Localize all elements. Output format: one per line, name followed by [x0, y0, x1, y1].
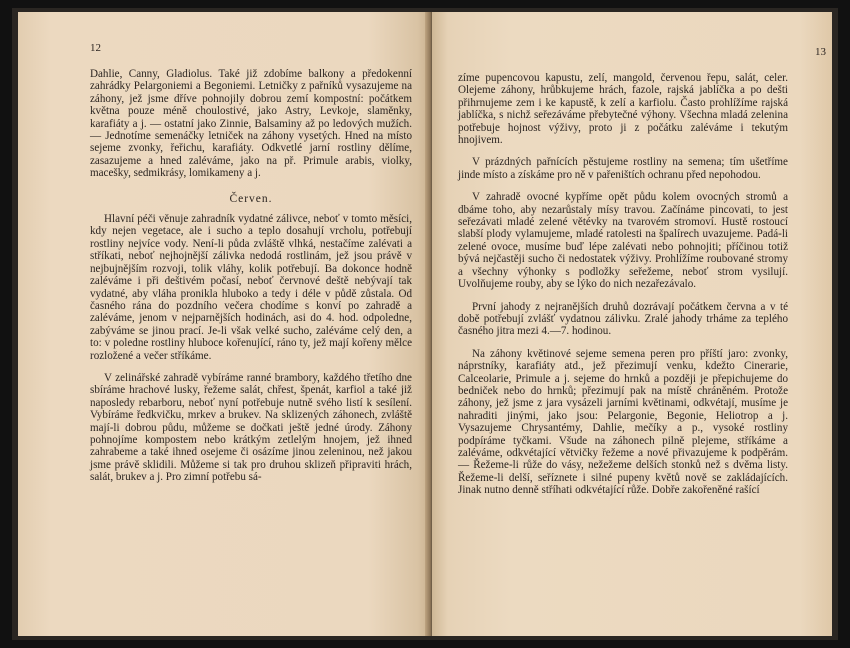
right-page [432, 12, 832, 636]
right-page-text [458, 72, 788, 497]
left-page [18, 12, 430, 636]
paragraph: První jahody z nejranějších druhů dozrávají počátkem června a v té době potřebují zvlášť vydatnou zálivku. Zralé jahody trháme za teplého časného jitra mezi 4.—7. hodinou. [458, 300, 788, 338]
left-page-text [90, 68, 412, 484]
page-number-left: 12 [90, 42, 101, 54]
page-number-right: 13 [815, 46, 826, 58]
paragraph: V prázdných pařnících pěstujeme rostliny na semena; tím ušetříme jinde místo a získáme pro ně v pařeništích ochranu před nepohodou. [458, 156, 788, 181]
paragraph: V zahradě ovocné kypříme opět půdu kolem ovocných stromů a dbáme toho, aby nezarůstaly mísy travou. Začínáme pincovati, to jest seřezávati mladé zelené větévky na tvarovém stromoví. Hustě rostoucí slabší plody vylamujeme, mladé ratolesti na špalírech uvazujeme. Padá-li zelené ovoce, musíme buď lépe zalévati nebo pohnojiti; příčinou totiž bývá nejčastěji sucho či nedostatek výživy. Prohlížíme roubované stromy a všechny výhonky s podložky seřežeme, neboť strom vysilují. Uvolňujeme rouby, aby se lýko do nich nezařezávalo. [458, 191, 788, 291]
paragraph: Na záhony květinové sejeme semena peren pro příští jaro: zvonky, náprstníky, karafiáty atd., jež přezimují venku, kdežto Cinerarie, Calceolarie, Primule a j. sejeme do hrnků a později je přepichujeme do bedniček nebo do hrnků; přezimují pak na místě chráněném. Protože záhony, jež jsme z jara vysázeli jarními květinami, odkvétají, musíme je nahraditi jinými, jako jsou: Pelargonie, Begonie, Heliotrop a j. Vysazujeme Chrysantémy, Dahlie, mečíky a p., vysoké rostliny podpíráme tyčkami. Všude na záhonech pilně plejeme, stříkáme a zaléváme, odkvétající větvičky řežeme a nové přivazujeme k podpěrám. — Řežeme-li růže do vásy, nežežeme delších stonků než s dvěma listy. Řežeme-li delší, seříznete i silné pupeny květů nově se zakládajících. Jinak nutno denně stříhati odkvétající růže. Dobře zakořeněné rašící [458, 347, 788, 497]
section-heading: Červen. [229, 192, 273, 205]
open-book [12, 8, 838, 640]
paragraph: Dahlie, Canny, Gladiolus. Také již zdobíme balkony a předokenní zahrádky Pelargoniemi a Begoniemi. Letničky z pařníků vysazujeme na záhony, jež jsme dříve pohnojily dobrou zemí kompostní: počátkem května pouze méně choulostivé, jako Astry, Levkoje, slaměnky, karafiáty a j. — ostatní jako Zinnie, Balsaminy až po ledových mužích. — Jednotíme semenáčky letniček na záhony vysetých. Hned na místo sejeme zvonky, řeřichu, karafiáty. Odkvetlé jarní rostliny dělíme, zasazujeme a hned zaléváme, jako na př. Primule arabis, violky, macešky, sedmikrásy, lomikameny a j. [90, 68, 412, 180]
paragraph: Hlavní péči věnuje zahradník vydatné zálivce, neboť v tomto měsíci, kdy nejen vegetace, ale i sucho a teplo dosahují vrcholu, potřebují rostliny nejvíce vody. Není-li půda zvláště vlhká, nestačíme zalévati a stříkati, neboť nejhojnější zálivka nedodá rostlinám, jež jsou právě v nejbujnějším rozvoji, tolik vláhy, kolik potřebují. Ba dokonce hodně zaléváme i při deštivém počasí, neboť červnové deště nebývají tak vydatné, aby vláha pronikla hluboko a tedy i déle v půdě zůstala. Od časného rána do pozdního večera chodíme s konví po zahradě a zaléváme, jenom v nejparnějších hodinách, asi do 4. hod. odpoledne, zabýváme se jinou prací. Je-li však velké sucho, zaléváme celý den, a to: v poledne rostliny hluboce kořenující, ráno ty, jež mají kořeny mělce rozložené a večer stříkáme. [90, 213, 412, 362]
paragraph: V zelinářské zahradě vybíráme ranné brambory, každého třetího dne sbíráme hrachové lusky, řežeme salát, chřest, špenát, karfiol a také již naposledy rebarboru, neboť nyní potřebuje nutně svého listí k sesílení. Vybíráme ředkvičku, mrkev a brukev. Na sklizených záhonech, zvláště mají-li dobrou půdu, můžeme se dočkati ještě jedné úrody. Záhony pohnojíme kompostem nebo krátkým zetlelým hnojem, jež ihned zahrabeme a také ihned osejeme či osázíme jinou zeleninou, než jakou jsme právě sklidili. Můžeme si tak pro druhou sklizeň připraviti hrách, salát, brukev a j. Pro zimní potřebu sá- [90, 371, 412, 484]
paragraph: zíme pupencovou kapustu, zelí, mangold, červenou řepu, salát, celer. Olejeme záhony, hrůbkujeme hrách, fazole, rajská jablíčka a po dešti přihrnujeme zem i ke kapustě, k zelí a karfiolu. Často prohlížíme rajská jablíčka, s nichž seřezáváme přebytečné výhony. Všechna mladá zelenina potřebuje hojnost výživy, proto ji z počátku zaléváme i tekutým hnojivem. [458, 72, 788, 147]
